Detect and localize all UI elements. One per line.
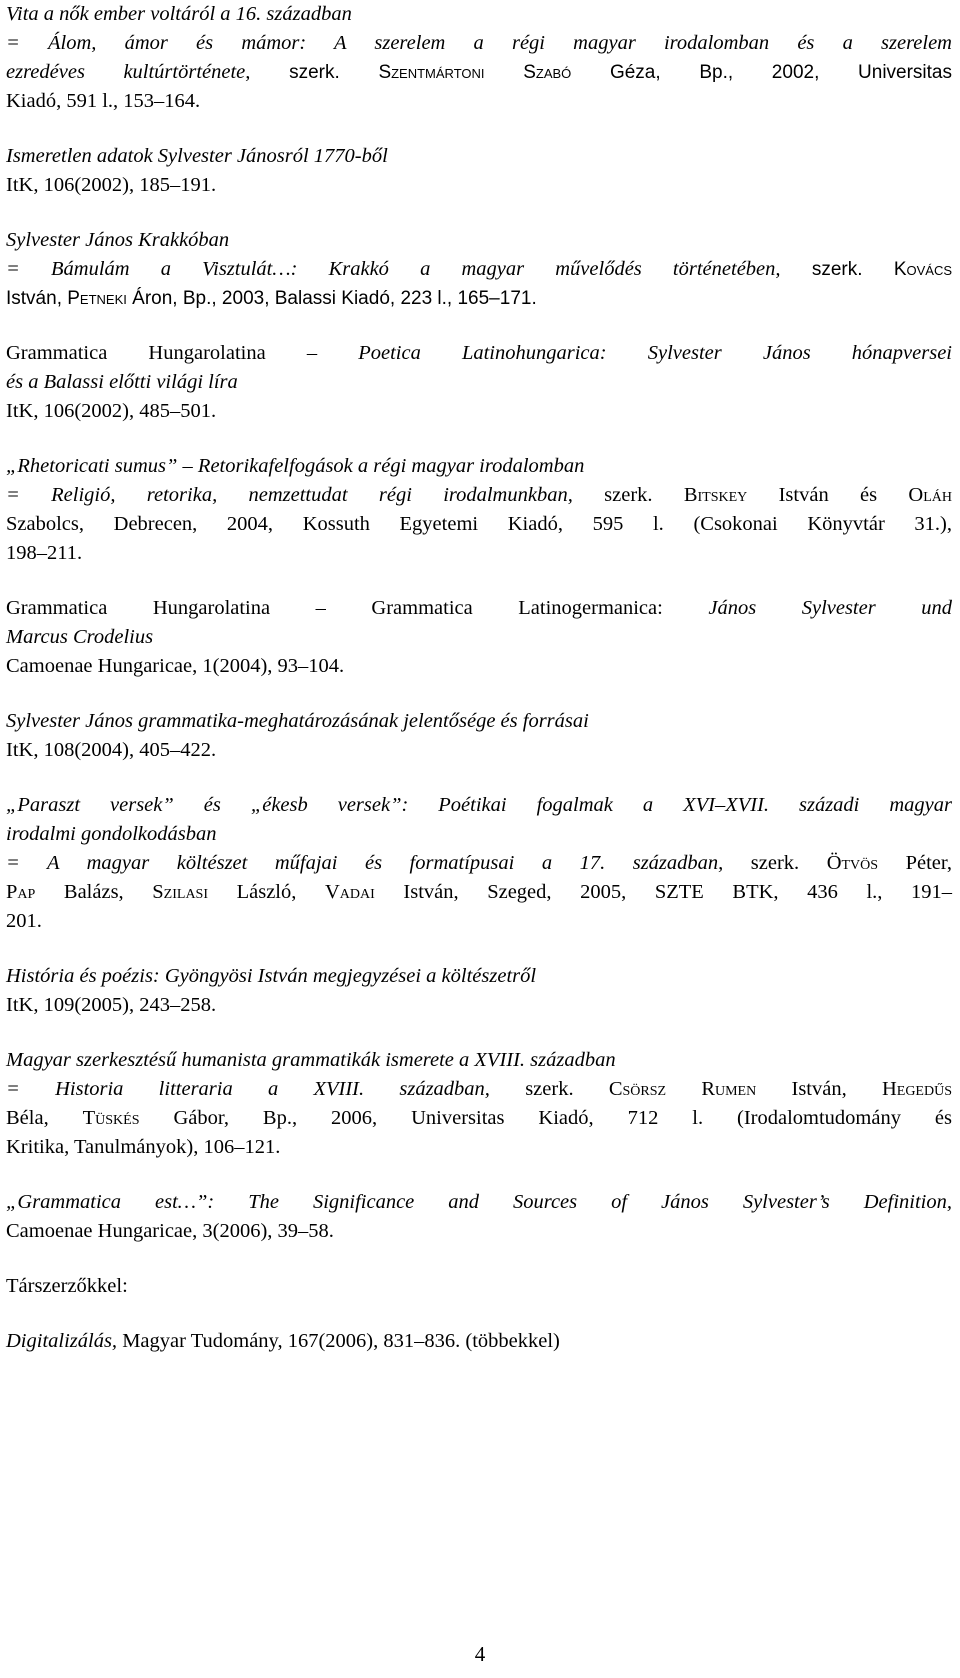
text-segment: Oláh	[908, 484, 952, 506]
text-segment: 198–211.	[6, 542, 83, 564]
italic-text: János Sylvester und	[708, 597, 952, 619]
entry-line	[6, 368, 952, 397]
text-segment: 201.	[6, 910, 42, 932]
entry-line	[6, 1188, 952, 1217]
italic-text: Digitalizálás,	[6, 1330, 118, 1352]
entry-line	[6, 791, 952, 820]
entry-line	[6, 1272, 952, 1301]
text-segment: Szentmártoni Szabó	[378, 62, 572, 83]
entry-line	[6, 397, 952, 426]
entry-line	[6, 510, 952, 539]
italic-text: ezredéves kultúrtörténete,	[6, 61, 251, 83]
italic-text: Marcus Crodelius	[6, 626, 154, 648]
entry-line	[6, 142, 952, 171]
text-segment: Grammatica Hungarolatina –	[6, 342, 359, 364]
italic-text: = A magyar költészet műfajai és formatípusai a 17. században,	[6, 852, 724, 874]
text-segment: Társzerzőkkel:	[6, 1275, 128, 1297]
entry-line	[6, 1046, 952, 1075]
italic-text: Magyar szerkesztésű humanista grammatikák ismerete a XVIII. században	[6, 1049, 616, 1071]
italic-text: „Grammatica est…”: The Significance and Sources of János Sylvester’s Definition,	[6, 1191, 952, 1213]
text-segment: Béla,	[6, 1107, 83, 1129]
page-number: 4	[474, 1642, 486, 1666]
italic-text: Poetica Latinohungarica: Sylvester János hónapversei	[358, 342, 952, 364]
text-segment: szerk.	[572, 484, 684, 506]
text-segment: Grammatica Hungarolatina – Grammatica Latinogermanica:	[6, 597, 709, 619]
entry-line	[6, 539, 952, 568]
entry-line	[6, 1133, 952, 1162]
text-segment: Kiadó, 591 l., 153–164.	[6, 90, 201, 112]
text-segment: Áron, Bp., 2003, Balassi Kiadó, 223 l., 165–171.	[126, 288, 537, 309]
bibliography-entry	[6, 452, 952, 568]
text-segment: Vadai	[324, 881, 375, 903]
entry-line	[6, 652, 952, 681]
entry-line	[6, 849, 952, 878]
text-segment: Hegedűs	[881, 1078, 952, 1100]
entry-line	[6, 226, 952, 255]
text-segment: szerk.	[250, 62, 379, 83]
italic-text: = Bámulám a Visztulát…: Krakkó a magyar művelődés történetében,	[6, 258, 781, 280]
entry-line	[6, 707, 952, 736]
text-segment: szerk.	[489, 1078, 609, 1100]
bibliography-entry	[6, 1188, 952, 1246]
entry-line	[6, 820, 952, 849]
entry-line	[6, 255, 952, 284]
text-segment: Szilasi	[152, 881, 209, 903]
bibliography-entry	[6, 594, 952, 681]
italic-text: Sylvester János Krakkóban	[6, 229, 230, 251]
text-segment: István, Szeged, 2005, SZTE BTK, 436 l., 191–	[374, 881, 952, 903]
text-segment: László,	[208, 881, 325, 903]
italic-text: = Historia litteraria a XVIII. században,	[6, 1078, 490, 1100]
text-segment: Gábor, Bp., 2006, Universitas Kiadó, 712 l. (Irodalomtudomány és	[139, 1107, 952, 1129]
italic-text: „Paraszt versek” és „ékesb versek”: Poétikai fogalmak a XVI–XVII. századi magyar	[6, 794, 952, 816]
text-segment: Camoenae Hungaricae, 1(2004), 93–104.	[6, 655, 345, 677]
text-segment: Bitskey	[683, 484, 748, 506]
entry-line	[6, 962, 952, 991]
entry-line	[6, 1327, 952, 1356]
italic-text: „Rhetoricati sumus” – Retorikafelfogások a régi magyar irodalomban	[6, 455, 585, 477]
bibliography-entry	[6, 0, 952, 116]
entry-line	[6, 58, 952, 87]
italic-text: Sylvester János grammatika-meghatározásának jelentősége és forrásai	[6, 710, 589, 732]
entry-line	[6, 991, 952, 1020]
entry-line	[6, 481, 952, 510]
text-segment: Magyar Tudomány, 167(2006), 831–836. (többekkel)	[117, 1330, 560, 1352]
text-segment: szerk.	[723, 852, 827, 874]
entry-line	[6, 736, 952, 765]
text-segment: Ötvös	[826, 852, 879, 874]
text-segment: Petneki	[67, 288, 127, 309]
entry-line	[6, 171, 952, 200]
bibliography-entry	[6, 962, 952, 1020]
text-segment: Szabolcs, Debrecen, 2004, Kossuth Egyetemi Kiadó, 595 l. (Csokonai Könyvtár 31.),	[6, 513, 952, 535]
bibliography-entry	[6, 1272, 952, 1301]
text-segment: István és	[747, 484, 909, 506]
text-segment: István,	[756, 1078, 882, 1100]
entry-line	[6, 878, 952, 907]
bibliography-entry	[6, 791, 952, 936]
text-segment: Kovács	[893, 259, 953, 280]
bibliography-entry	[6, 1046, 952, 1162]
entry-line	[6, 29, 952, 58]
text-segment: Csörsz Rumen	[608, 1078, 757, 1100]
bibliography-entry	[6, 1327, 952, 1356]
entry-line	[6, 0, 952, 29]
bibliography-entry	[6, 339, 952, 426]
text-segment: Tüskés	[82, 1107, 140, 1129]
italic-text: Ismeretlen adatok Sylvester Jánosról 1770-ből	[6, 145, 388, 167]
entry-line	[6, 907, 952, 936]
italic-text: = Religió, retorika, nemzettudat régi irodalmunkban,	[6, 484, 573, 506]
text-segment: Géza, Bp., 2002, Universitas	[571, 62, 953, 83]
text-segment: ItK, 109(2005), 243–258.	[6, 994, 217, 1016]
text-segment: ItK, 106(2002), 185–191.	[6, 174, 217, 196]
italic-text: és a Balassi előtti világi líra	[6, 371, 238, 393]
italic-text: História és poézis: Gyöngyösi István megjegyzései a költészetről	[6, 965, 537, 987]
entry-line	[6, 1075, 952, 1104]
text-segment: István,	[6, 288, 68, 309]
bibliography-entry	[6, 707, 952, 765]
entry-line	[6, 87, 952, 116]
text-segment: Camoenae Hungaricae, 3(2006), 39–58.	[6, 1220, 334, 1242]
entry-line	[6, 452, 952, 481]
document-page	[6, 0, 952, 1382]
italic-text: irodalmi gondolkodásban	[6, 823, 217, 845]
text-segment: Balázs,	[35, 881, 153, 903]
entry-line	[6, 284, 952, 313]
entry-line	[6, 339, 952, 368]
text-segment: szerk.	[780, 259, 894, 280]
entry-line	[6, 623, 952, 652]
italic-text: = Álom, ámor és mámor: A szerelem a régi magyar irodalomban és a szerelem	[6, 32, 952, 54]
bibliography-entry	[6, 142, 952, 200]
text-segment: ItK, 106(2002), 485–501.	[6, 400, 217, 422]
entry-line	[6, 1217, 952, 1246]
text-segment: Kritika, Tanulmányok), 106–121.	[6, 1136, 281, 1158]
text-segment: Péter,	[878, 852, 952, 874]
entry-line	[6, 594, 952, 623]
bibliography-entry	[6, 226, 952, 313]
text-segment: ItK, 108(2004), 405–422.	[6, 739, 217, 761]
text-segment: Pap	[6, 881, 36, 903]
entry-line	[6, 1104, 952, 1133]
italic-text: Vita a nők ember voltáról a 16. században	[6, 3, 352, 25]
